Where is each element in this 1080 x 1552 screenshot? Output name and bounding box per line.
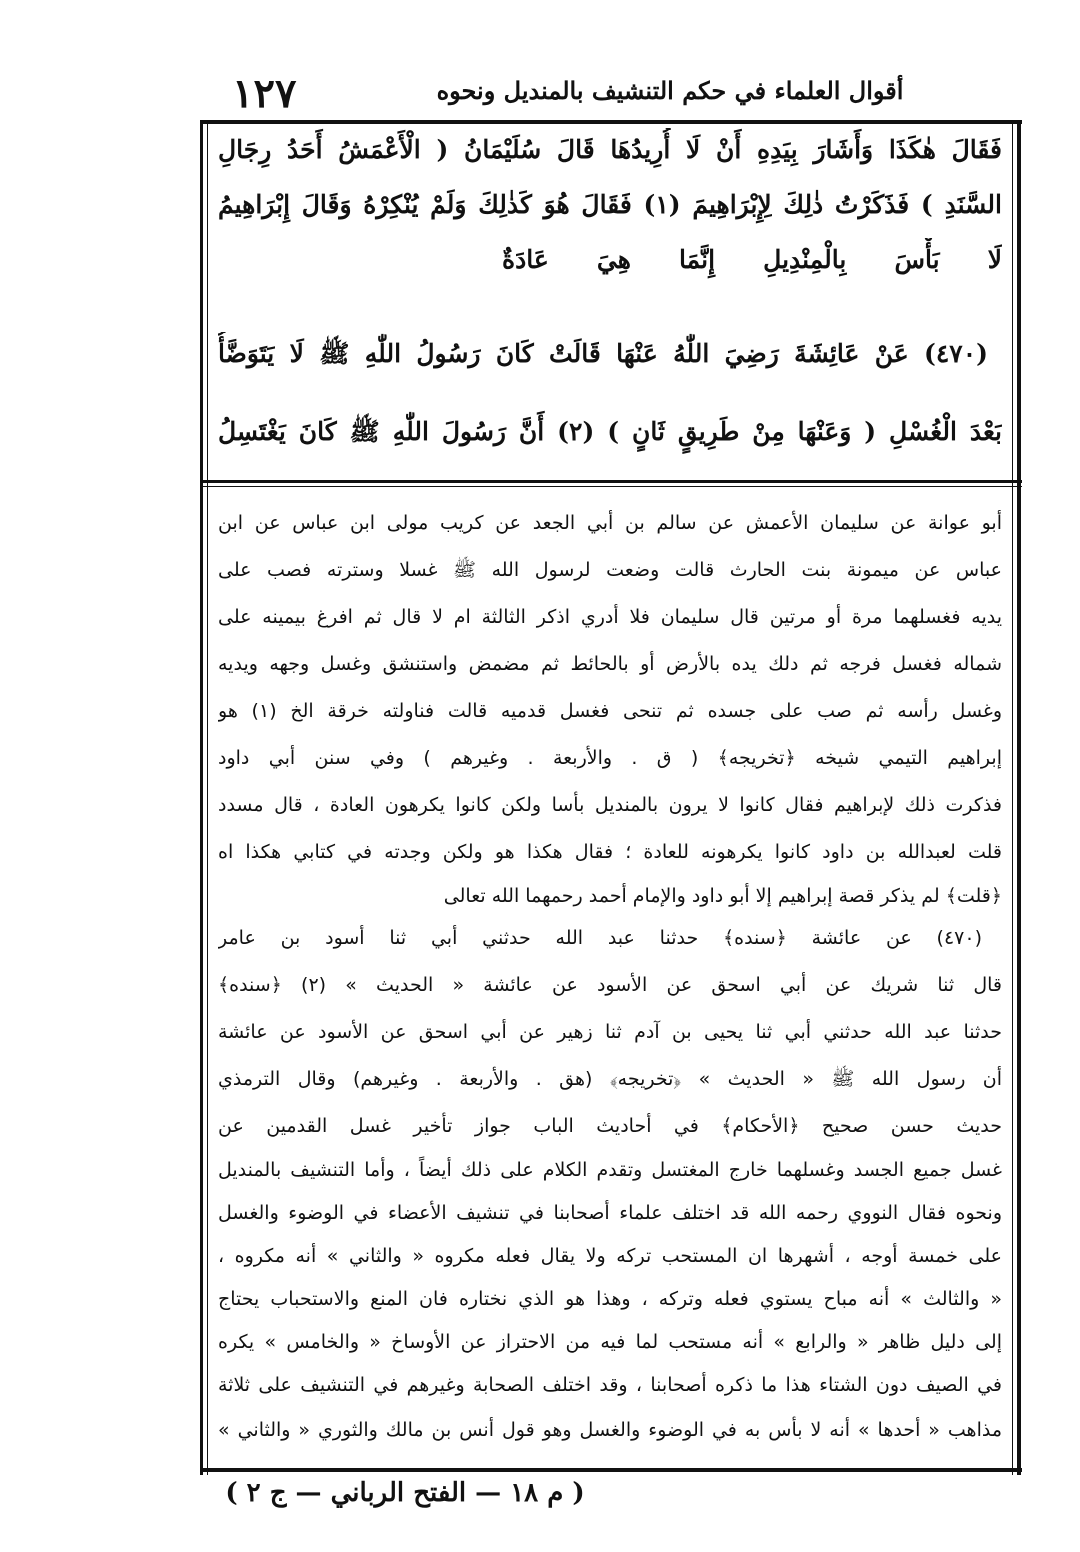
footnote-line: أبو عوانة عن سليمان الأعمش عن سالم بن أبي الجعد عن كريب مولى ابن عباس عن ابن <box>218 512 1002 534</box>
footnote-line: مذاهب « أحدها » أنه لا بأس به في الوضوء والغسل وهو قول أنس بن مالك والثوري « والثاني » <box>218 1419 1002 1441</box>
footnote-line: في الصيف دون الشتاء هذا ما ذكره أصحابنا ، وقد اختلف الصحابة وغيرهم في التنشيف على ثلاثة <box>218 1374 1002 1396</box>
footnote-line: قال ثنا شريك عن أبي اسحق عن الأسود عن عائشة « الحديث » (٢) ﴿سنده﴾ <box>218 974 1002 996</box>
footnote-line: أن رسول الله ﷺ « الحديث » ﴿تخريجه﴾ (هق . والأربعة . وغيرهم) وقال الترمذي <box>218 1068 1002 1090</box>
main-line: (٤٧٠) عَنْ عَائِشَةَ رَضِيَ اللّٰهُ عَنْهَا قَالَتْ كَانَ رَسُولُ اللّٰهِ ﷺ لَا يَتَوَضَّأُ <box>218 339 988 368</box>
footnote-line: وغسل رأسه ثم صب على جسده ثم تنحى فغسل قدميه قالت فناولته خرقة الخ (١) هو <box>218 700 1002 722</box>
right-border <box>1017 120 1021 1475</box>
left-border <box>200 120 203 1475</box>
bottom-rule <box>200 1468 1022 1472</box>
footnote-line: « والثالث » أنه مباح يستوي فعله وتركه ، وهذا هو الذي نختاره فان المنع والاستحباب يحتاج <box>218 1288 1002 1310</box>
running-title: أقوال العلماء في حكم التنشيف بالمنديل ونحوه <box>436 76 904 105</box>
footnote-line: إبراهيم التيمي شيخه ﴿تخريجه﴾ ( ق . والأربعة . وغيرهم ) وفي سنن أبي داود <box>218 747 1002 769</box>
main-line: بَعْدَ الْغُسْلِ ( وَعَنْهَا مِنْ طَرِيقٍ ثَانٍ ) (٢) أَنَّ رَسُولَ اللّٰهِ ﷺ كَانَ يَغْتَسِلُ <box>218 417 1002 446</box>
footnote-line: على خمسة أوجه ، أشهرها ان المستحب تركه ولا يقال فعله مكروه « والثاني » أنه مكروه ، <box>218 1245 1002 1267</box>
footnote-line: إلى دليل ظاهر « والرابع » أنه مستحب لما فيه من الاحتراز عن الأوساخ « والخامس » يكره <box>218 1331 1002 1353</box>
section-divider-second <box>200 486 1022 487</box>
footnote-line: ﴿قلت﴾ لم يذكر قصة إبراهيم إلا أبو داود والإمام أحمد رحمهما الله تعالى <box>443 885 1002 907</box>
footnote-line: يديه فغسلهما مرة أو مرتين قال سليمان فلا أدري اذكر الثالثة ام لا قال ثم افرغ بيمينه على <box>218 606 1002 628</box>
left-border-inner <box>207 120 208 1475</box>
main-line: فَقَالَ هٰكَذَا وَأَشَارَ بِيَدِهِ أَنْ لَا أُرِيدُهَا قَالَ سُلَيْمَانُ ( الْأَعْمَشُ أَحَدُ رِجَالِ <box>218 135 1002 164</box>
footnote-line: حديث حسن صحيح ﴿الأحكام﴾ في أحاديث الباب جواز تأخير غسل القدمين عن <box>218 1115 1002 1137</box>
footnote-line: حدثنا عبد الله حدثني أبي ثنا يحيى بن آدم ثنا زهير عن أبي اسحق عن الأسود عن عائشة <box>218 1021 1002 1043</box>
main-line: لَا بَأْسَ بِالْمِنْدِيلِ إِنَّمَا هِيَ عَادَةٌ <box>502 245 1002 274</box>
main-line: السَّنَدِ ) فَذَكَرْتُ ذٰلِكَ لِإِبْرَاهِيمَ (١) فَقَالَ هُوَ كَذٰلِكَ وَلَمْ يُنْكِرْهُ وَقَالَ إِبْرَاهِيمُ <box>218 190 1002 219</box>
signature-mark: ( م ١٨ — الفتح الرباني — ج ٢ ) <box>225 1478 585 1508</box>
footnote-line: قلت لعبدالله بن داود كانوا يكرهونه للعادة ؛ فقال هكذا هو ولكن وجدته في كتابي هكذا اه <box>218 841 1002 863</box>
page-number: ١٢٧ <box>232 70 297 117</box>
section-divider <box>200 480 1022 483</box>
footnote-line: ونحوه فقال النووي رحمه الله قد اختلف علماء أصحابنا في تنشيف الأعضاء في الوضوء والغسل <box>218 1202 1002 1224</box>
footnote-line: (٤٧٠) عن عائشة ﴿سنده﴾ حدثنا عبد الله حدثني أبي ثنا أسود بن عامر <box>218 927 982 949</box>
footnote-line: شماله فغسل فرجه ثم دلك يده بالأرض أو بالحائط ثم مضمض واستنشق وغسل وجهه ويديه <box>218 653 1002 675</box>
footnote-line: فذكرت ذلك لإبراهيم فقال كانوا لا يرون بالمنديل بأسا ولكن كانوا يكرهون العادة ، قال مسدد <box>218 794 1002 816</box>
right-border-inner <box>1012 120 1013 1475</box>
top-rule <box>200 120 1022 124</box>
footnote-line: غسل جميع الجسد وغسلهما خارج المغتسل وتقدم الكلام على ذلك أيضاً ، وأما التنشيف بالمنديل <box>218 1159 1002 1181</box>
footnote-line: عباس عن ميمونة بنت الحارث قالت وضعت لرسول الله ﷺ غسلا وسترته فصب على <box>218 559 1002 581</box>
